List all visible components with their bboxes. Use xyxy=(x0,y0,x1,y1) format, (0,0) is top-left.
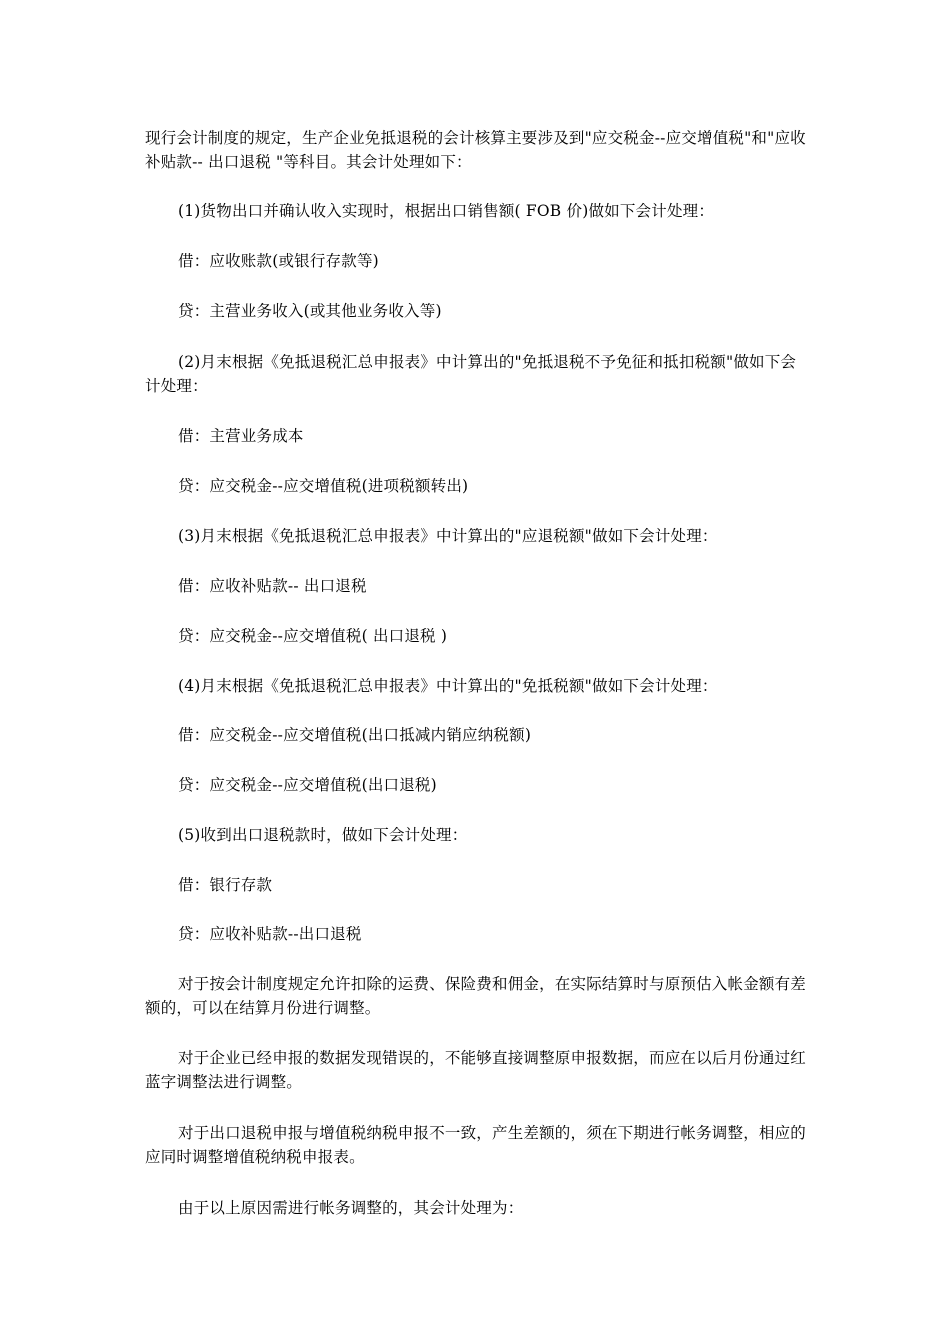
paragraph-credit-5: 贷：应收补贴款--出口退税 xyxy=(178,925,362,943)
paragraph-step-4: (4)月末根据《免抵退税汇总申报表》中计算出的"免抵税额"做如下会计处理： xyxy=(178,677,718,695)
paragraph-step-2: (2)月末根据《免抵退税汇总申报表》中计算出的"免抵退税不予免征和抵扣税额"做如下会计处理： xyxy=(145,353,797,395)
paragraph-debit-2: 借：主营业务成本 xyxy=(178,427,304,445)
paragraph-intro: 现行会计制度的规定，生产企业免抵退税的会计核算主要涉及到"应交税金--应交增值税"和"应收补贴款-- 出口退税 "等科目。其会计处理如下： xyxy=(145,129,806,171)
paragraph-credit-1: 贷：主营业务收入(或其他业务收入等) xyxy=(178,302,442,320)
paragraph-debit-3: 借：应收补贴款-- 出口退税 xyxy=(178,577,367,595)
paragraph-debit-4: 借：应交税金--应交增值税(出口抵减内销应纳税额) xyxy=(178,726,532,744)
paragraph-credit-2: 贷：应交税金--应交增值税(进项税额转出) xyxy=(178,477,469,495)
paragraph-debit-1: 借：应收账款(或银行存款等) xyxy=(178,252,379,270)
paragraph-note-freight: 对于按会计制度规定允许扣除的运费、保险费和佣金，在实际结算时与原预估入帐金额有差额的，可以在结算月份进行调整。 xyxy=(145,975,807,1017)
paragraph-credit-3: 贷：应交税金--应交增值税( 出口退税 ) xyxy=(178,627,448,645)
paragraph-credit-4: 贷：应交税金--应交增值税(出口退税) xyxy=(178,776,437,794)
paragraph-adjustment: 由于以上原因需进行帐务调整的，其会计处理为： xyxy=(178,1199,524,1217)
paragraph-debit-5: 借：银行存款 xyxy=(178,876,273,894)
paragraph-note-mismatch: 对于出口退税申报与增值税纳税申报不一致，产生差额的，须在下期进行帐务调整，相应的应同时调整增值税纳税申报表。 xyxy=(145,1124,807,1166)
paragraph-step-3: (3)月末根据《免抵退税汇总申报表》中计算出的"应退税额"做如下会计处理： xyxy=(178,527,718,545)
paragraph-step-5: (5)收到出口退税款时，做如下会计处理： xyxy=(178,826,468,844)
paragraph-step-1: (1)货物出口并确认收入实现时，根据出口销售额( FOB 价)做如下会计处理： xyxy=(178,202,715,220)
paragraph-note-errors: 对于企业已经申报的数据发现错误的，不能够直接调整原申报数据，而应在以后月份通过红蓝字调整法进行调整。 xyxy=(145,1049,807,1091)
